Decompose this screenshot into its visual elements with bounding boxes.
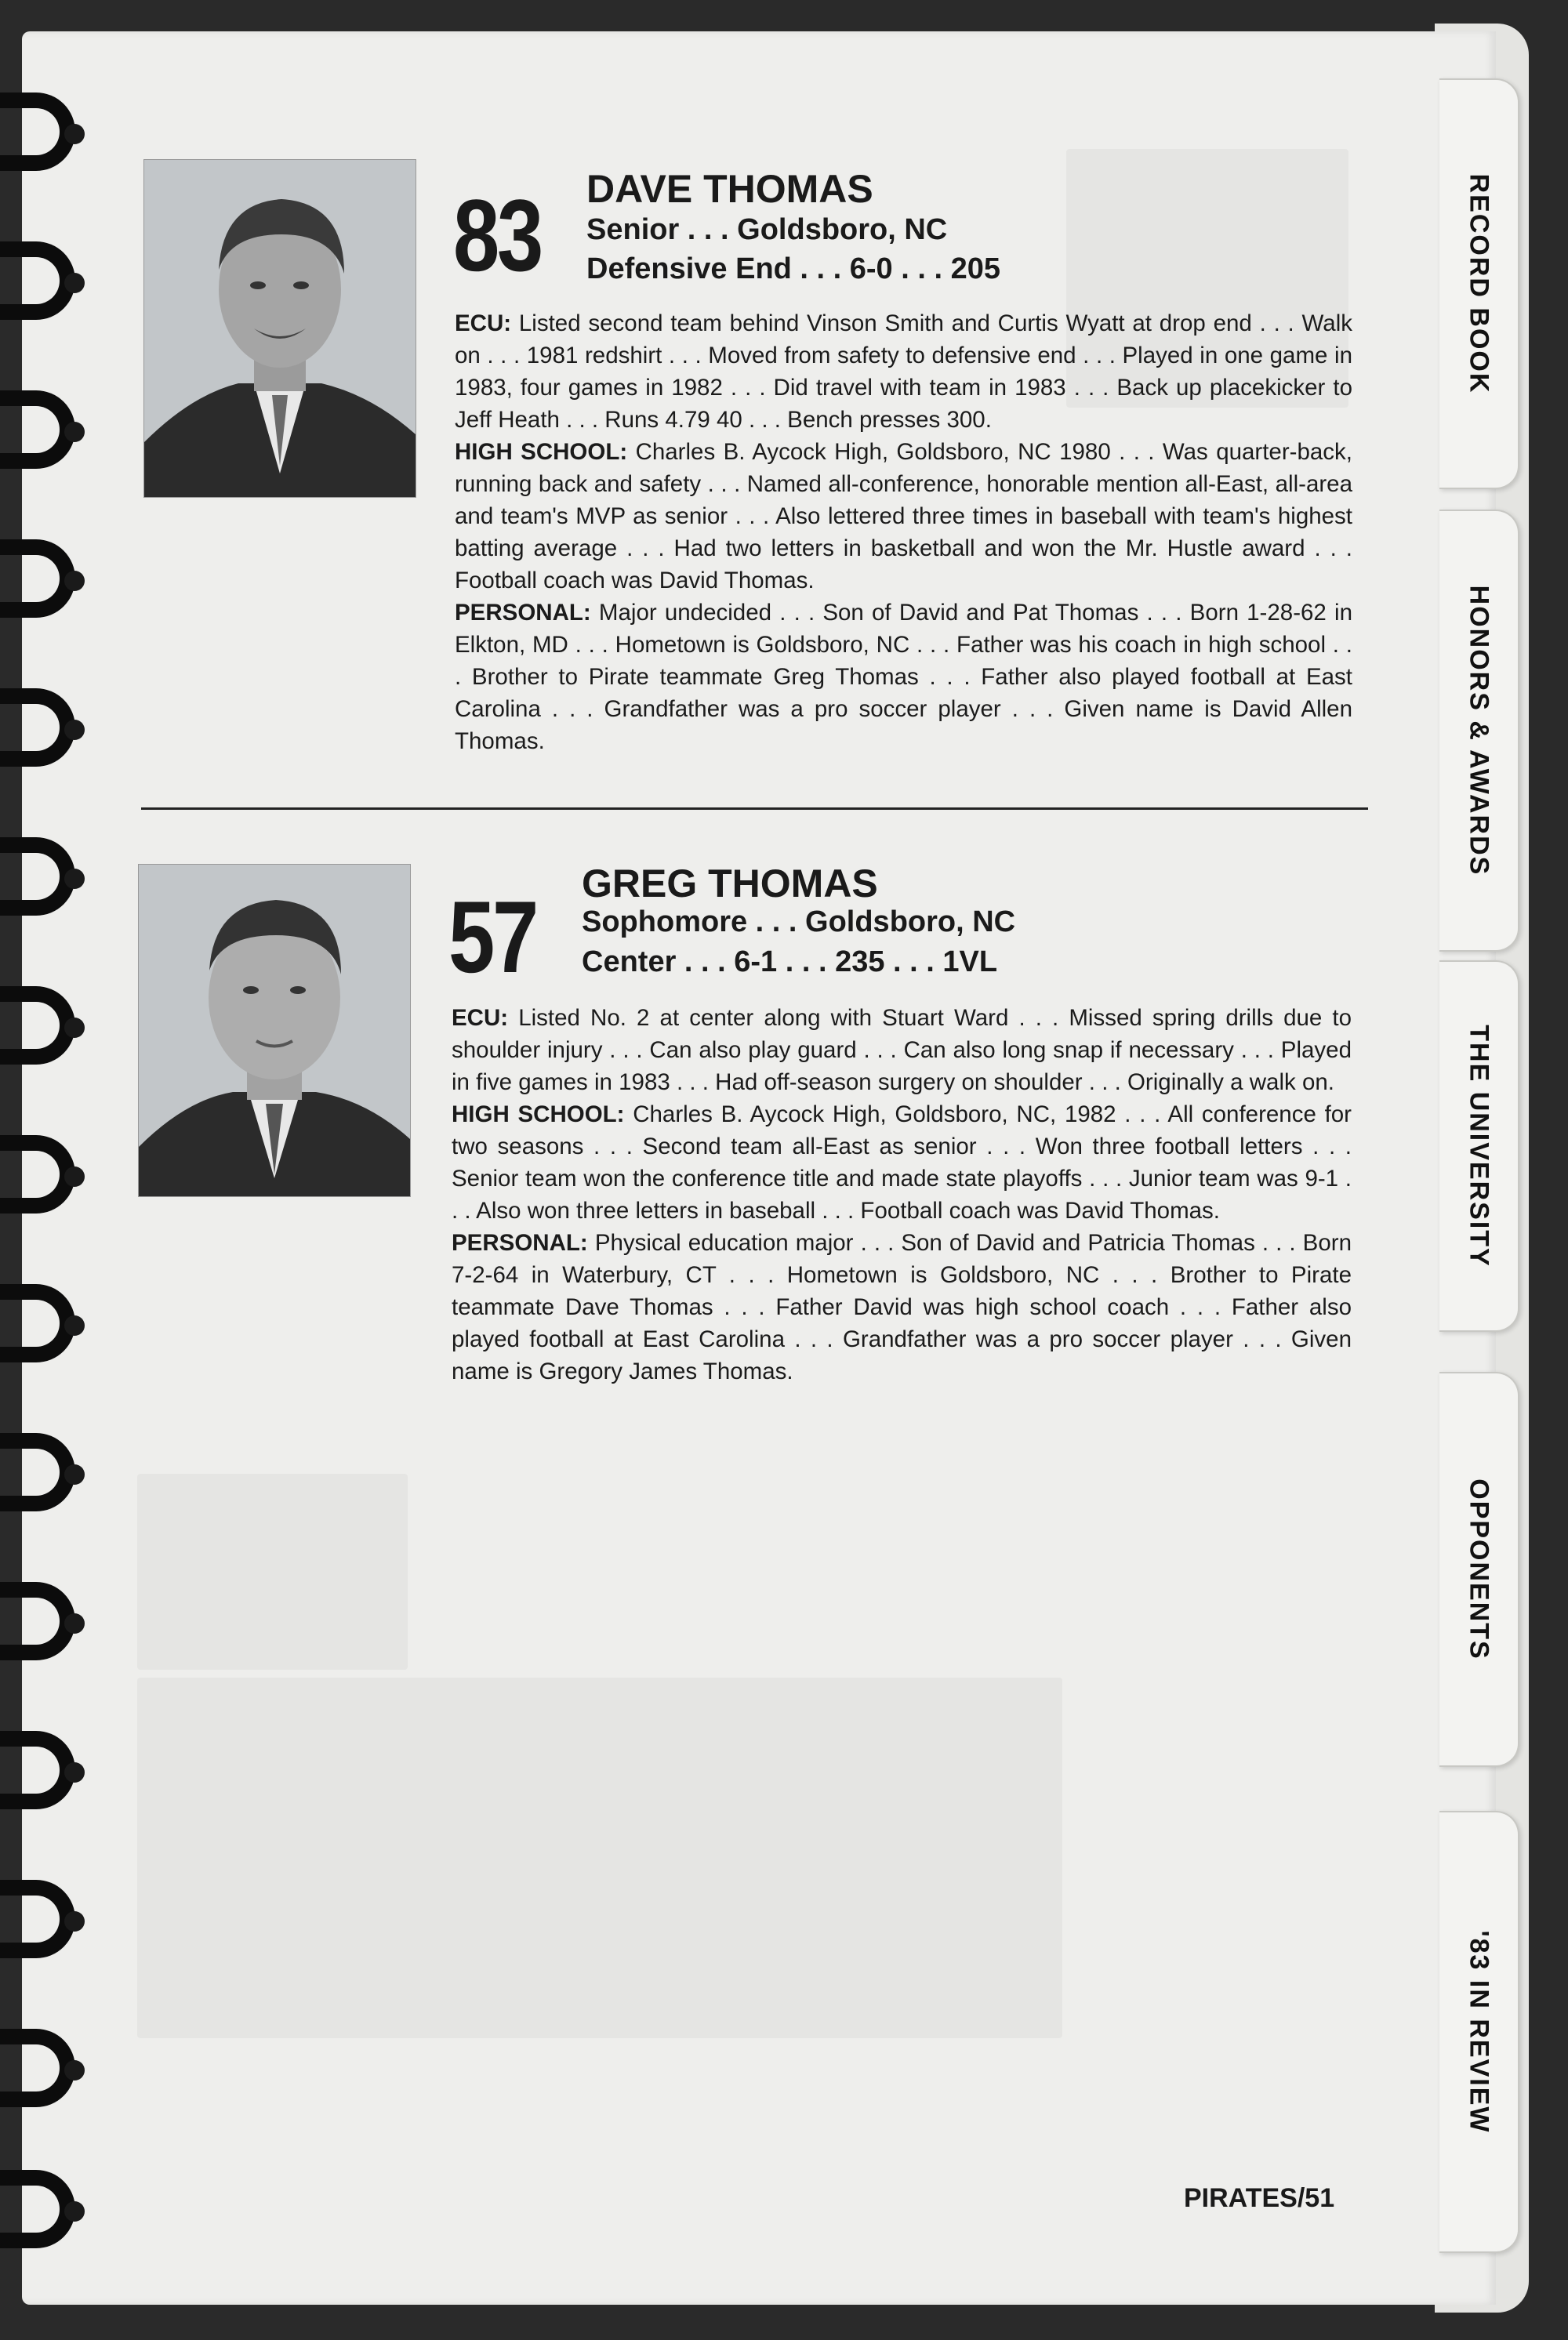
bio-personal [452,1227,1352,1388]
binding-ring [0,1576,86,1668]
tab-the-university[interactable] [1439,960,1519,1332]
tab-record-book[interactable] [1439,78,1519,489]
bio-ecu [452,1002,1352,1098]
binding-ring [0,2023,86,2115]
bio-ecu-text: Listed No. 2 at center along with Stuart Ward . . . Missed spring drills due to shoulder injury . . . Can also play guard . . . Can also long snap if necessary . . . Played in five games in 1983 . . . Had off-season surgery on shoulder . . . Originally a walk on. [452,1005,1352,1095]
section-divider [141,807,1368,810]
player-bio [452,1002,1352,1388]
tab-label: OPPONENTS [1464,1478,1494,1660]
tab-label: HONORS & AWARDS [1464,585,1494,876]
player-name: GREG THOMAS [582,862,878,905]
bio-ecu-text: Listed second team behind Vinson Smith and Curtis Wyatt at drop end . . . Walk on . . . 1981 redshirt . . . Moved from safety to defensive end . . . Played in one game in 1983, four games in 1982 . . . Did travel with team in 1983 . . . Back up placekicker to Jeff Heath . . . Runs 4.79 40 . . . Bench presses 300. [455,310,1352,433]
bio-hs-label: HIGH SCHOOL: [452,1101,625,1127]
player-class-hometown: Sophomore . . . Goldsboro, NC [582,905,1016,938]
player-name: DAVE THOMAS [586,167,873,211]
player-photo-dave-thomas [143,159,416,498]
binding-ring [0,1725,86,1817]
bio-hs-text: Charles B. Aycock High, Goldsboro, NC, 1982 . . . All conference for two seasons . . . Second team all-East as senior . . . Won three football letters . . . Senior team won the conference title and made state playoffs . . . Junior team was 9-1 . . . Also won three letters in baseball . . . Football coach was David Thomas. [452,1101,1352,1224]
bio-ecu-label: ECU: [452,1005,509,1031]
binding-ring [0,533,86,626]
binding-ring [0,384,86,477]
bio-personal-text: Physical education major . . . Son of David and Patricia Thomas . . . Born 7-2-64 in Waterbury, CT . . . Hometown is Goldsboro, NC . . . Brother to Pirate teammate Dave Thomas . . . Father David was high school coach . . . Father also played football at East Carolina . . . Grandfather was a pro soccer player . . . Given name is Gregory James Thomas. [452,1230,1352,1384]
tab-label: '83 IN REVIEW [1464,1930,1494,2134]
binding-ring [0,235,86,328]
player-bio [455,307,1352,757]
binding-ring [0,831,86,923]
binding-ring [0,980,86,1072]
binding-ring [0,682,86,775]
bio-personal [455,597,1352,757]
bio-hs-label: HIGH SCHOOL: [455,439,628,465]
jersey-number: 57 [448,880,537,994]
jersey-number: 83 [453,178,542,292]
show-through [137,1678,1062,2038]
tab-label: RECORD BOOK [1464,173,1494,394]
player-photo-greg-thomas [138,864,411,1197]
page-footer: PIRATES/51 [1184,2183,1335,2213]
binding-ring [0,86,86,179]
bio-personal-label: PERSONAL: [452,1230,588,1256]
bio-high-school [455,436,1352,597]
binding-ring [0,1427,86,1519]
binding-ring [0,2164,86,2256]
bio-high-school [452,1098,1352,1227]
tab-opponents[interactable] [1439,1372,1519,1767]
tab-label: THE UNIVERSITY [1464,1025,1494,1268]
bio-ecu-label: ECU: [455,310,512,336]
binding-ring [0,1129,86,1221]
show-through [137,1474,408,1670]
binding-ring [0,1874,86,1966]
bio-personal-text: Major undecided . . . Son of David and Pat Thomas . . . Born 1-28-62 in Elkton, MD . . . Hometown is Goldsboro, NC . . . Father was his coach in high school . . . Brother to Pirate teammate Greg Thomas . . . Father also played football at East Carolina . . . Grandfather was a pro soccer player . . . Given name is David Allen Thomas. [455,600,1352,754]
bio-hs-text: Charles B. Aycock High, Goldsboro, NC 1980 . . . Was quarter-back, running back and safety . . . Named all-conference, honorable mention all-East, all-area and team's MVP as senior . . . Also lettered three times in baseball with team's highest batting average . . . Had two letters in basketball and won the Mr. Hustle award . . . Football coach was David Thomas. [455,439,1352,593]
player-position-size: Center . . . 6-1 . . . 235 . . . 1VL [582,945,998,978]
player-class-hometown: Senior . . . Goldsboro, NC [586,213,948,246]
tab-honors-awards[interactable] [1439,510,1519,952]
tab-83-in-review[interactable] [1439,1811,1519,2253]
bio-ecu [455,307,1352,436]
player-position-size: Defensive End . . . 6-0 . . . 205 [586,252,1000,285]
binding-ring [0,1278,86,1370]
bio-personal-label: PERSONAL: [455,600,591,626]
